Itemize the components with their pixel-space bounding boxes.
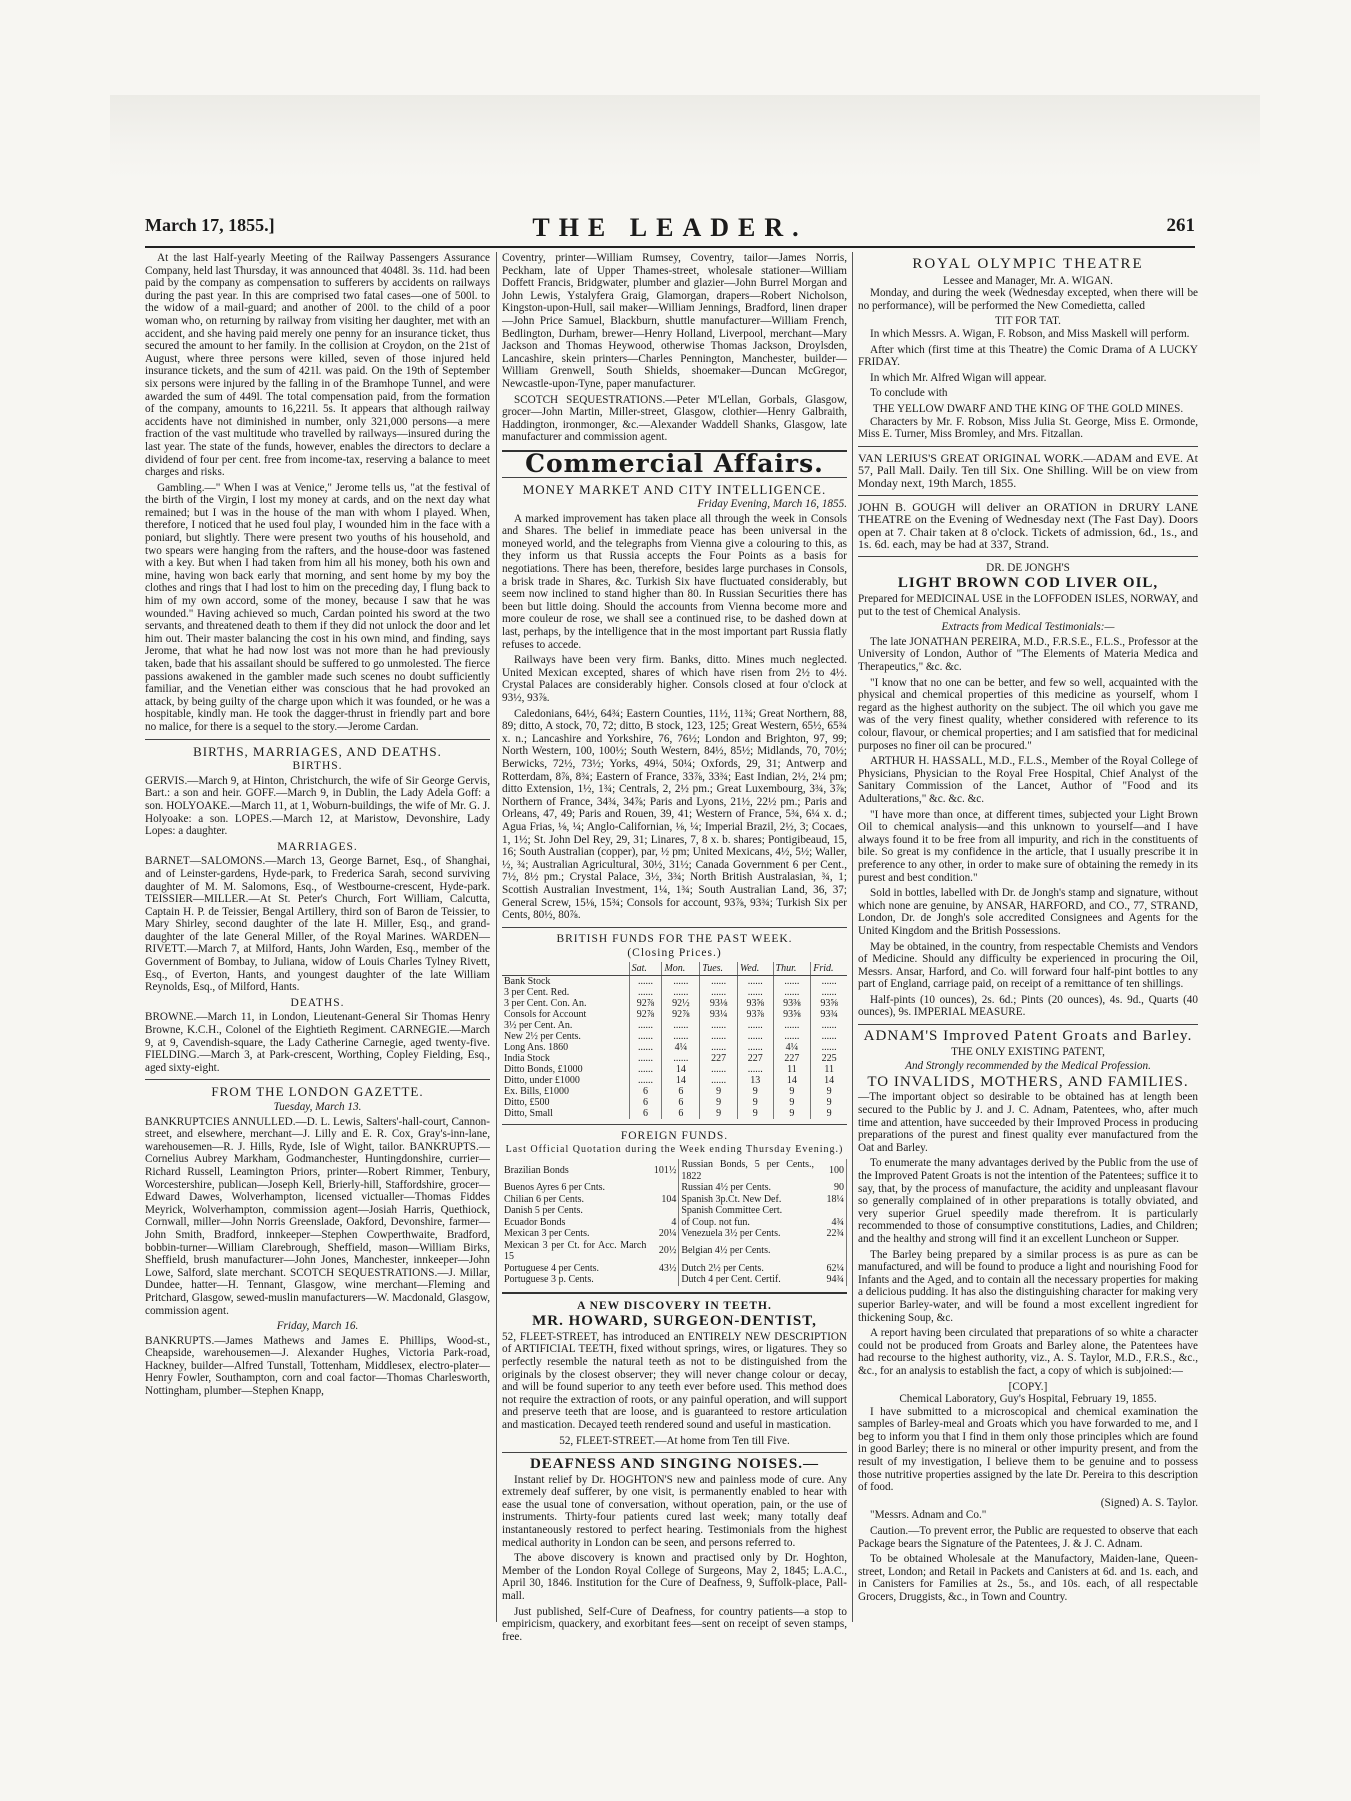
table-cell: 4¾	[816, 1217, 847, 1229]
dentist-name: MR. HOWARD, SURGEON-DENTIST,	[532, 1313, 817, 1330]
british-funds-subheading: (Closing Prices.)	[627, 947, 722, 960]
divider	[502, 927, 847, 928]
table-cell: 9	[773, 1108, 811, 1119]
table-cell: 100	[816, 1159, 847, 1182]
divider	[502, 1124, 847, 1125]
table-cell: Ditto Bonds, £1000	[504, 1063, 583, 1075]
money-market-paragraph: Railways have been very firm. Banks, ditto. Mines much neglected. United Mexican excepted, shares of which have risen from 2½ to 4½. Crystal Palaces are considerably higher. Consols closed at four o'clock at 93½, 93⅞.	[502, 654, 847, 704]
table-cell: ......	[629, 1020, 662, 1031]
table-cell: ......	[662, 1031, 700, 1042]
marriages-heading: MARRIAGES.	[277, 840, 358, 853]
table-cell: 92½	[662, 998, 700, 1009]
adnam-obtained: To be obtained Wholesale at the Manufactory, Maiden-lane, Queen-street, London; and Retail in Packets and Canisters at 6d. and 1s. each, and in Canisters for Families at 2s., 5s., and 10s. each, of all respectable Grocers, Druggists, &c., in Town and Country.	[858, 1553, 1198, 1603]
divider	[502, 1292, 847, 1294]
table-cell: 93¾	[811, 1009, 847, 1020]
table-cell: ......	[811, 987, 847, 998]
divider	[858, 556, 1198, 557]
jongh-quote: "I have more than once, at different times, subjected your Light Brown Oil to chemical analysis—and this unknown to yourself—and I have always found it to be free from all impurity, and rich in the constituents of bile. So great is my confidence in the article, that I usually prescribe it in preference to any other, in order to make sure of obtaining the remedy in its purest and best condition."	[858, 808, 1198, 884]
table-row	[502, 1086, 847, 1097]
olympic-text: To conclude with	[870, 387, 948, 400]
table-cell: 14	[811, 1075, 847, 1086]
table-cell: 4¼	[662, 1042, 700, 1053]
scan-shadow	[110, 95, 1260, 180]
table-cell: 9	[737, 1086, 773, 1097]
olympic-play: TIT FOR TAT.	[995, 315, 1061, 328]
olympic-play: THE YELLOW DWARF AND THE KING OF THE GOLD MINES.	[872, 402, 1184, 415]
olympic-text: Monday, and during the week (Wednesday excepted, when there will be no performance), will be performed the New Comedietta, called	[858, 287, 1198, 312]
adnam-copy: [COPY.]	[1008, 1380, 1048, 1393]
table-cell: ......	[629, 1053, 662, 1064]
column-divider	[496, 252, 497, 1622]
divider	[858, 446, 1198, 447]
jongh-sold: Sold in bottles, labelled with Dr. de Jongh's stamp and signature, without which none are genuine, by ANSAR, HARFORD, and CO., 77, STRAND, London, Dr. de Jongh's sole accredited Consignees and Agents for the United Kingdom and the British Possessions.	[858, 887, 1198, 937]
table-cell: ......	[811, 1042, 847, 1053]
table-cell: ......	[811, 1020, 847, 1031]
table-header: Wed.	[737, 962, 773, 976]
table-cell: ......	[737, 1020, 773, 1031]
table-row	[502, 987, 847, 998]
table-cell: 9	[773, 1097, 811, 1108]
gambling-paragraph: Gambling.—" When I was at Venice," Jerome tells us, "at the festival of the birth of the Virgin, I lost my money at cards, and on the next day what remained; but I was in the house of the man with whom I played. When, therefore, I noticed that he used foul play, I wounded him in the face with a poniard, but slightly. There were present two youths of his household, and two spears were hanging from the rafters, and the house-door was fastened with a key. But when I had taken from him all his money, both his own and mine, having won back early that morning, and sent home by my boy the clothes and rings that I had lost to him on the preceding day, I flung back to him of my own accord, some of the money, because I saw that he was wounded." Having achieved so much, Cardan pointed his sword at the two servants, and threatened death to them if they did not unlock the door and let him out. Their master balancing the cost in his own mind, and finding, says Jerome, that what he had now lost was not more than he had previously taken, bade that his assailant should be suffered to go unmolested. The fierce passions awakened in the gambler made such scenes no doubt sufficiently familiar, and the Venetian either was conscious that he had provoked an attack, by being guilty of the charge upon which it was founded, or he was a hospitable, kindly man. He took the dagger-thrust in friendly part and bore no malice, for there is a sequel to the story.—Jerome Cardan.	[145, 481, 490, 733]
table-header: Sat.	[629, 962, 662, 976]
bankrupts-continued: Coventry, printer—William Rumsey, Coventry, tailor—James Norris, Peckham, late of Upper Thames-street, wholesale stationer—William Doffett Francis, Bridgwater, plumber and glazier—John Burrel Morgan and John Lewis, Ystalyfera Graig, Glamorgan, drapers—Robert Nicholson, Kingston-upon-Hull, sail maker—William Jennings, Bradford, linen draper—John Price Samuel, Blackburn, shuttle manufacturer—William French, Bedlington, Durham, brewer—Henry Holland, Liverpool, merchant—Mary Jackson and Thomas Heywood, otherwise Thomas Jackson, Droylsden, Lancashire, skein printers—Charles Pennington, Manchester, builder—William Grenwell, South Shields, shoemaker—Duncan McGregor, Newcastle-upon-Tyne, paper manufacturer.	[502, 252, 847, 390]
gazette-heading: FROM THE LONDON GAZETTE.	[211, 1084, 424, 1100]
adnam-laboratory: Chemical Laboratory, Guy's Hospital, February 19, 1855.	[899, 1393, 1157, 1406]
jongh-extracts: Extracts from Medical Testimonials:—	[941, 621, 1115, 634]
jongh-prices: Half-pints (10 ounces), 2s. 6d.; Pints (20 ounces), 4s. 9d., Quarts (40 ounces), 9s. IMPERIAL MEASURE.	[858, 993, 1198, 1019]
adnam-addressee: "Messrs. Adnam and Co."	[870, 1509, 987, 1522]
table-row	[502, 1194, 847, 1206]
table-cell: ......	[737, 1064, 773, 1075]
table-cell: Buenos Ayres 6 per Cnts.	[504, 1182, 606, 1194]
table-row	[502, 1274, 847, 1286]
table-cell: ......	[662, 1020, 700, 1031]
table-cell: of Coup. not fun.	[681, 1216, 750, 1228]
table-cell: 9	[811, 1097, 847, 1108]
table-header: Thur.	[773, 962, 811, 976]
table-cell: 3 per Cent. Con. An.	[504, 997, 587, 1009]
table-cell: 93⅛	[700, 998, 738, 1009]
table-cell: New 2½ per Cents.	[504, 1030, 581, 1042]
jongh-pereira: The late JONATHAN PEREIRA, M.D., F.R.S.E., F.L.S., Professor at the University of London, Author of "The Elements of Materia Medica and Therapeutics," &c. &c.	[858, 635, 1198, 674]
table-cell: 93⅞	[737, 1009, 773, 1020]
table-cell: Long Ans. 1860	[504, 1041, 569, 1053]
table-cell: 92⅞	[629, 1009, 662, 1020]
jongh-quote: "I know that no one can be better, and few so well, acquainted with the physical and chemical properties of this medicine as yourself, whom I regard as the highest authority on the subject. The oil which you gave me was of the very finest quality, whether considered with reference to its colour, flavour, or chemical properties; and I am satisfied that for medicinal purposes no finer oil can be procured."	[858, 676, 1198, 752]
table-cell: ......	[700, 987, 738, 998]
money-market-heading: MONEY MARKET AND CITY INTELLIGENCE.	[522, 481, 827, 497]
van-lerius-advert: VAN LERIUS'S GREAT ORIGINAL WORK.—ADAM and EVE. At 57, Pall Mall. Daily. Ten till Six. One Shilling. Will be on view from Monday next, 19th March, 1855.	[858, 450, 1198, 490]
table-cell: ......	[737, 975, 773, 987]
table-cell: ......	[773, 987, 811, 998]
table-cell: ......	[773, 1031, 811, 1042]
deafness-advert: The above discovery is known and practised only by Dr. Hoghton, Member of the London Royal College of Surgeons, May 2, 1845; L.A.C., April 30, 1846. Institution for the Cure of Deafness, 9, Suffolk-place, Pall-mall.	[502, 1552, 847, 1603]
table-cell: 6	[662, 1097, 700, 1108]
table-row	[502, 998, 847, 1009]
commercial-affairs-heading: Commercial Affairs.	[525, 448, 824, 478]
gazette-date: Tuesday, March 13.	[273, 1101, 362, 1113]
table-cell: 14	[662, 1064, 700, 1075]
table-row	[502, 975, 847, 987]
table-cell: 225	[811, 1053, 847, 1064]
deafness-advert: Instant relief by Dr. HOGHTON'S new and painless mode of cure. Any extremely deaf sufferer, by one visit, is permanently enabled to hear with ease the usual tone of conversation, without operation, pain, or the use of instruments. Thirty-four patients cured last week; many totally deaf instantaneously restored to perfect hearing. Testimonials from the highest medical authority in London can be seen, and persons referred to.	[502, 1473, 847, 1549]
adnam-caution: Caution.—To prevent error, the Public are requested to observe that each Package bears the Signature of the Patentees, J. & J. C. Adnam.	[858, 1525, 1198, 1550]
table-cell: ......	[737, 1042, 773, 1053]
column-3	[858, 252, 1198, 1607]
marriages-list: BARNET—SALOMONS.—March 13, George Barnet, Esq., of Shanghai, and of Leinster-gardens, Hyde-park, to Frederica Sarah, second surviving daughter of M. M. Salomons, Esq., of Westbourne-crescent, Hyde-park. TEISSIER—MILLER.—At St. Peter's Church, Fort William, Calcutta, Captain H. P. de Teissier, Bengal Artillery, third son of Baron de Teissier, to Mary Shirley, second daughter of the late H. Miller, Esq., and grand-daughter of the late General Miller, of the Royal Marines. WARDEN—RIVETT.—March 7, at Milford, Hants, John Warden, Esq., member of the Government of Bombay, to Juliana, widow of Louis Charles Tylney Rivett, Esq., of Everton, Hants, and youngest daughter of the late William Reynolds, Esq., of Milford, Hants.	[145, 855, 490, 994]
gazette-text: BANKRUPTCIES ANNULLED.—D. L. Lewis, Salters'-hall-court, Cannon-street, and elsewhere, merchant—J. Lilly and E. R. Cox, Gray's-inn-lane, warehousemen—R. J. Hills, Ryde, Isle of Wight, tailor. BANKRUPTS.—Cornelius Aubrey Markham, Godmanchester, Huntingdonshire, currier—Richard Russell, Leamington Priors, printer—Robert Rimmer, Tenbury, Worcestershire, publican—Joseph Kell, Brierly-hill, Staffordshire, grocer—Edward Dawes, Wolverhampton, licensed victualler—Thomas Fiddes Meyrick, Wolverhampton, commission agent—Josiah Harris, Quethiock, Cornwall, miller—John Norris Greenslade, Oakford, Devonshire, farmer—John Smith, Bradford, innkeeper—Stephen Cowperthwaite, Bradford, bobbin-turner—William Clarebrough, Sheffield, mason—William Birks, Sheffield, brush manufacturer—John Jones, Manchester, innkeeper—John Lowe, Salford, slate merchant. SCOTCH SEQUESTRATIONS.—J. Millar, Dundee, hatter—H. Tennant, Glasgow, wine merchant—Fleming and Pritchard, Glasgow, sewed-muslin manufacturers—W. Macdonald, Glasgow, commission agent.	[145, 1115, 490, 1317]
table-cell: ......	[700, 1075, 738, 1086]
table-row	[502, 1205, 847, 1217]
column-2	[502, 252, 847, 1646]
table-cell: 92⅞	[629, 998, 662, 1009]
table-cell: 3½ per Cent. An.	[504, 1019, 573, 1031]
money-market-prices: Caledonians, 64½, 64¾; Eastern Counties, 11½, 11¾; Great Northern, 88, 89; ditto, A stock, 70, 72; ditto, B stock, 123, 125; Great Western, 65½, 65¾ x. n.; Lancashire and Yorkshire, 76, 76½; London and Brighton, 97, 99; North Western, 100, 100½; South Western, 84½, 85½; Midlands, 70, 70½; Berwicks, 72½, 73½; Yorks, 49¼, 50¼; Oxfords, 29, 31; Antwerp and Rotterdam, 8⅞, 8¾; Eastern of France, 33⅞, 33¾; East Indian, 2½, 2¼ pm; ditto Extension, 1½, 1¾; Centrals, 2, 2½ pm.; Great Luxembourg, 3¾, 3⅞; Northern of France, 34¾, 34⅞; Paris and Lyons, 21½, 22½ pm.; Paris and Orleans, 47, 49; Paris and Rouen, 39, 41; Western of France, 5¾, 6¼ x. d.; Agua Frias, ⅛, ¼; Anglo-Californian, ⅛, ¼; Imperial Brazil, 2½, 3; Cocaes, 1, 1½; St. John Del Rey, 29, 31; Linares, 7, 8 x. b. shares; Pontigibeaud, 15, 16; South Australian (copper), par, ½ pm; United Mexicans, 4½, 5½; Waller, ½, ¾; Australian Agricultural, 30½, 31½; Canada Government 6 per Cent., 7½, 8½ pm.; Crystal Palace, 3½, 3¾; North British Australasian, ¾, 1; Scottish Australian Investment, 1¼, 1¾; South Australian Land, 36, 37; General Screw, 15⅛, 15¾; Consols for account, 93⅞, 93¾; Turkish Six per Cents, 80½, 80⅞.	[502, 707, 847, 922]
table-cell: ......	[700, 1042, 738, 1053]
table-cell: Venezuela 3½ per Cents.	[681, 1228, 781, 1240]
table-cell: Spanish 3p.Ct. New Def.	[681, 1193, 782, 1205]
table-header: Mon.	[662, 962, 700, 976]
jongh-name: DR. DE JONGH'S	[986, 561, 1070, 574]
table-cell: 227	[773, 1053, 811, 1064]
table-cell: 14	[662, 1075, 700, 1086]
adnam-recommendation: And Strongly recommended by the Medical Profession.	[905, 1060, 1151, 1073]
british-funds-heading: BRITISH FUNDS FOR THE PAST WEEK.	[556, 932, 793, 945]
money-market-date: Friday Evening, March 16, 1855.	[697, 498, 847, 511]
table-cell: Belgian 4½ per Cents.	[681, 1245, 771, 1257]
table-cell	[648, 1205, 679, 1217]
table-cell	[816, 1240, 847, 1263]
header-rule	[145, 246, 1195, 248]
table-cell: ......	[773, 1020, 811, 1031]
adnam-heading: ADNAM'S Improved Patent Groats and Barley.	[863, 1028, 1193, 1045]
adnam-letter: I have submitted to a microscopical and chemical examination the samples of Barley-meal and Groats which you have forwarded to me, and I beg to inform you that I find in them only those principles which are found in good Barley; there is no mineral or other impurity present, and from the result of my investigation, I believe them to be genuine and to possess those nutritive properties assigned by the late Dr. Pereira to this description of food.	[858, 1405, 1198, 1494]
table-cell: 11	[811, 1064, 847, 1075]
column-1	[145, 252, 490, 1401]
teeth-address: 52, FLEET-STREET.—At home from Ten till Five.	[559, 1434, 790, 1447]
table-cell: ......	[811, 975, 847, 987]
table-cell: 14	[773, 1075, 811, 1086]
table-header: Tues.	[700, 962, 738, 976]
gazette-date: Friday, March 16.	[276, 1320, 359, 1333]
divider	[145, 1079, 490, 1080]
table-cell: 93¼	[700, 1009, 738, 1020]
table-cell: 20¼	[648, 1228, 679, 1240]
table-cell: ......	[662, 1053, 700, 1064]
table-cell: Spanish Committee Cert.	[681, 1205, 783, 1217]
divider	[858, 495, 1198, 496]
money-market-paragraph: A marked improvement has taken place all through the week in Consols and Shares. The belief in immediate peace has been universal in the moneyed world, and the telegraphs from Vienna give a colouring to this, as they inform us that Russia accepts the Four Points as a basis for negotiations. There has been, therefore, besides large purchases in Consols, a brisk trade in Shares, &c. Turkish Six have fluctuated considerably, but seem now inclined to stand higher than 80. In Russian Securities there has been but little doing. Should the accounts from Vienna become more and more couleur de rose, we shall see a continued rise, to be dashed down at last, perhaps, by the intelligence that in the most important part Russia flatly refuses to accede.	[502, 512, 847, 651]
table-cell: Ecuador Bonds	[504, 1216, 566, 1228]
table-cell: 9	[700, 1086, 738, 1097]
table-cell: Russian Bonds, 5 per Cents., 1822	[681, 1159, 814, 1182]
foreign-funds-subheading: Last Official Quotation during the Week ending Thursday Evening.)	[505, 1144, 844, 1156]
adnam-text: The Barley being prepared by a similar process is as pure as can be manufactured, and will be found to produce a light and nourishing Food for Infants and the Aged, and to contain all the necessary properties for making a delicious pudding. It has also the distinguishing character for making very superior Barley-water, and will be found a most excellent ingredient for thickening Soup, &c.	[858, 1248, 1198, 1324]
issue-date: March 17, 1855.]	[145, 215, 275, 235]
foreign-funds-table	[502, 1159, 847, 1286]
adnam-text: —The important object so desirable to be obtained has at length been secured to the Public by J. and J. C. Adnam, Patentees, who, after much time and attention, have succeeded by their Improved Process in producing preparations of the purest and finest quality ever manufactured from the Oat and Barley.	[858, 1091, 1198, 1154]
british-funds-table	[502, 962, 847, 1119]
births-heading: BIRTHS.	[292, 760, 343, 773]
table-cell: 13	[737, 1075, 773, 1086]
table-cell: ......	[737, 987, 773, 998]
table-cell: 6	[662, 1086, 700, 1097]
table-cell: ......	[700, 975, 738, 987]
divider	[858, 1024, 1198, 1025]
deafness-advert: Just published, Self-Cure of Deafness, for country patients—a stop to empiricism, quackery, and exorbitant fees—sent on receipt of seven stamps, free.	[502, 1605, 847, 1643]
table-cell: 227	[700, 1053, 738, 1064]
divider	[502, 1452, 847, 1453]
table-cell: ......	[811, 1031, 847, 1042]
deaths-heading: DEATHS.	[290, 996, 345, 1009]
table-row	[502, 1042, 847, 1053]
table-cell: 6	[629, 1097, 662, 1108]
table-cell: Brazilian Bonds	[504, 1164, 569, 1176]
table-cell: 6	[629, 1108, 662, 1119]
table-cell: 227	[737, 1053, 773, 1064]
jongh-hassall: ARTHUR H. HASSALL, M.D., F.L.S., Member of the Royal College of Physicians, Physician to the Royal Free Hospital, Chief Analyst of the Sanitary Commission of the Lancet, Author of "Food and its Adulterations," &c. &c. &c.	[858, 755, 1198, 805]
teeth-advert: 52, FLEET-STREET, has introduced an ENTIRELY NEW DESCRIPTION of ARTIFICIAL TEETH, fixed without springs, wires, or ligatures. They so perfectly resemble the natural teeth as not to be distinguished from the originals by the closest observer; they will never change colour or decay, and will be found superior to any teeth ever before used. This method does not require the extraction of roots, or any painful operation, and will support and preserve teeth that are loose, and is guaranteed to restore articulation and mastication. Decayed teeth rendered sound and useful in mastication.	[502, 1330, 847, 1431]
table-cell: 43½	[648, 1263, 679, 1275]
table-cell: Consols for Account	[504, 1008, 587, 1020]
table-row	[502, 1097, 847, 1108]
table-row	[502, 1020, 847, 1031]
table-cell: 62¼	[816, 1263, 847, 1275]
table-row	[502, 1053, 847, 1064]
divider	[145, 739, 490, 740]
table-cell: ......	[629, 987, 662, 998]
table-cell: ......	[773, 975, 811, 987]
table-row	[502, 1159, 847, 1182]
table-row	[502, 1228, 847, 1240]
table-cell: ......	[629, 975, 662, 987]
table-row	[502, 1009, 847, 1020]
table-cell: 11	[773, 1064, 811, 1075]
table-cell: 101½	[648, 1159, 679, 1182]
table-cell: Chilian 6 per Cents.	[504, 1193, 584, 1205]
table-cell: 22¾	[816, 1228, 847, 1240]
table-cell: ......	[629, 1075, 662, 1086]
table-cell: ......	[629, 1042, 662, 1053]
table-cell: Dutch 2½ per Cents.	[681, 1262, 764, 1274]
olympic-text: In which Mr. Alfred Wigan will appear.	[870, 371, 1047, 384]
table-cell: India Stock	[504, 1052, 550, 1064]
table-cell: 9	[737, 1097, 773, 1108]
table-cell: 20½	[648, 1240, 679, 1263]
table-cell: ......	[662, 975, 700, 987]
page-header	[145, 215, 1195, 243]
table-cell: ......	[700, 1064, 738, 1075]
olympic-text: After which (first time at this Theatre) the Comic Drama of A LUCKY FRIDAY.	[858, 343, 1198, 369]
deaths-list: BROWNE.—March 11, in London, Lieutenant-General Sir Thomas Henry Browne, K.C.H., Colonel of the Eightieth Regiment. CARNEGIE.—March 9, at 9, Cavendish-square, the Lady Catherine Carnegie, aged twenty-five. FIELDING.—March 3, at Park-crescent, Worthing, Copley Fielding, Esq., aged sixty-eight.	[145, 1011, 490, 1074]
table-cell: Danish 5 per Cents.	[504, 1205, 583, 1217]
adnam-text: A report having been circulated that preparations of so white a character could not be produced from Groats and Barley alone, the Patentees have had recourse to the highest authority, viz., A. S. Taylor, M.D., F.R.S., &c., &c., for an analysis to establish the fact, a copy of which is subjoined:—	[858, 1327, 1198, 1377]
teeth-heading: A NEW DISCOVERY IN TEETH.	[577, 1299, 772, 1312]
table-cell: 9	[811, 1108, 847, 1119]
olympic-theatre-heading: ROYAL OLYMPIC THEATRE	[912, 256, 1144, 272]
table-cell: ......	[629, 1031, 662, 1042]
table-cell: 90	[816, 1182, 847, 1194]
olympic-text: In which Messrs. A. Wigan, F. Robson, and Miss Maskell will perform.	[870, 327, 1190, 340]
olympic-text: Characters by Mr. F. Robson, Miss Julia St. George, Miss E. Ormonde, Miss E. Turner, Miss Bromley, and Mrs. Fitzallan.	[858, 415, 1198, 441]
gough-advert: JOHN B. GOUGH will deliver an ORATION in DRURY LANE THEATRE on the Evening of Wednesday next (The Fast Day). Doors open at 7. Chair taken at 8 o'clock. Tickets of admission, 6d., 1s., and 1s. 6d. each, may be had at 337, Strand.	[858, 499, 1198, 552]
table-cell: Portuguese 3 p. Cents.	[504, 1274, 594, 1286]
table-cell: 3 per Cent. Red.	[504, 986, 570, 998]
table-cell: 4¼	[773, 1042, 811, 1053]
table-row	[502, 1064, 847, 1075]
table-row	[502, 1075, 847, 1086]
table-cell: Mexican 3 per Ct. for Acc. March 15	[504, 1239, 647, 1263]
jongh-text: Prepared for MEDICINAL USE in the LOFFODEN ISLES, NORWAY, and put to the test of Chemical Analysis.	[858, 593, 1198, 618]
table-cell: 9	[737, 1108, 773, 1119]
births-list: GERVIS.—March 9, at Hinton, Christchurch, the wife of Sir George Gervis, Bart.: a son and heir. GOFF.—March 9, in Dublin, the Lady Adela Goff: a son. HOLYOAKE.—March 11, at 1, Woburn-buildings, the wife of Mr. G. J. Holyoake: a son. LOPES.—March 12, at Maristow, Devonshire, Lady Lopes: a daughter.	[145, 774, 490, 838]
table-row	[502, 1217, 847, 1229]
railway-paragraph: At the last Half-yearly Meeting of the Railway Passengers Assurance Company, held last Thursday, it was announced that 4048l. 3s. 11d. had been paid by the company as compensation to sufferers by accidents on railways during the past year. In this are comprised two fatal cases—one of 500l. to the widow of a mail-guard; and another of 200l. to the child of a poor woman who, on returning by railway from visiting her daughter, met with an accident, and she having paid merely one penny for an insurance ticket, thus secured the amount to her family. In the collision at Croydon, on the 21st of August, where three persons were killed, seven of those injured held insurance tickets, and the sum of 421l. was paid. On the 19th of September six persons were injured by the falling in of the Bramhope Tunnel, and were awarded the sum of 449l. The total compensation paid, from the formation of the company, amounts to 16,221l. 5s. It appears that although railway accidents have not diminished in number, only 321,000 persons—a mere fraction of the vast multitude who travelled by railways—insured during the last year. The state of the funds, however, enables the directors to declare a dividend of four per cent. free from income-tax, reserving a balance to meet charges and risks.	[145, 252, 490, 479]
table-cell: 4	[648, 1217, 679, 1229]
page-number: 261	[1166, 215, 1195, 236]
table-cell: Ditto, under £1000	[504, 1074, 580, 1086]
table-cell: Portuguese 4 per Cents.	[504, 1262, 599, 1274]
table-cell: Russian 4½ per Cents.	[681, 1182, 772, 1194]
table-cell: 92⅞	[662, 1009, 700, 1020]
masthead-title: THE LEADER.	[532, 213, 808, 242]
jongh-availability: May be obtained, in the country, from respectable Chemists and Vendors of Medicine. Should any difficulty be experienced in procuring the Oil, Messrs. Ansar, Harford, and Co. will forward four half-pint bottles to any part of England, carriage paid, on receipt of a remittance of ten shillings.	[858, 940, 1198, 991]
table-cell: Ditto, Small	[504, 1107, 553, 1119]
adnam-patent: THE ONLY EXISTING PATENT,	[951, 1045, 1105, 1058]
column-divider	[852, 252, 853, 1622]
table-row	[502, 1263, 847, 1275]
table-cell: ......	[700, 1031, 738, 1042]
table-cell: 94¾	[816, 1274, 847, 1286]
deafness-heading: DEAFNESS AND SINGING NOISES.—	[529, 1456, 820, 1473]
table-cell: 9	[700, 1097, 738, 1108]
cod-liver-oil-heading: LIGHT BROWN COD LIVER OIL,	[897, 575, 1159, 592]
table-row	[502, 1108, 847, 1119]
table-row	[502, 1240, 847, 1263]
table-cell: Dutch 4 per Cent. Certif.	[681, 1274, 781, 1286]
olympic-lessee: Lessee and Manager, Mr. A. WIGAN.	[943, 274, 1113, 287]
adnam-text: To enumerate the many advantages derived by the Public from the use of the Improved Patent Groats is not the intention of the Patentees; suffice it to say, that, by the process of manufacture, the acidity and unpleasant flavour so generally complained of in other preparations is totally obviated, and very superior Gruel speedily made therefrom. It is particularly recommended to those of consumptive constitutions, Ladies, and Children; and the healthy and strong will find it an excellent Luncheon or Supper.	[858, 1157, 1199, 1245]
table-cell: ......	[629, 1064, 662, 1075]
table-cell: 6	[662, 1108, 700, 1119]
adnam-invalids-heading: TO INVALIDS, MOTHERS, AND FAMILIES.	[867, 1073, 1189, 1090]
table-row	[502, 1182, 847, 1194]
gazette-text: BANKRUPTS.—James Mathews and James E. Phillips, Wood-st., Cheapside, warehousemen—J. Alexander Hughes, Victoria Park-road, Hackney, builder—Alfred Tunstall, Tottenham, Middlesex, electro-plater—Henry Fowler, Southampton, corn and coal factor—Thomas Charlesworth, Nottingham, plumber—Stephen Knapp,	[145, 1334, 490, 1398]
table-cell: 104	[648, 1194, 679, 1206]
scotch-sequestrations: SCOTCH SEQUESTRATIONS.—Peter M'Lellan, Gorbals, Glasgow, grocer—John Martin, Miller-street, Glasgow, clothier—Henry Galbraith, Haddington, ironmonger, &c.—Alexander Waddell Shanks, Glasgow, late manufacturer and commission agent.	[502, 393, 847, 444]
table-cell: Bank Stock	[504, 975, 551, 987]
table-cell: Ex. Bills, £1000	[504, 1085, 570, 1097]
adnam-signature: (Signed) A. S. Taylor.	[1100, 1496, 1198, 1509]
table-cell: 6	[629, 1086, 662, 1097]
table-cell: 93⅜	[773, 998, 811, 1009]
table-cell: 93⅝	[737, 998, 773, 1009]
table-cell	[816, 1205, 847, 1217]
table-cell: 9	[773, 1086, 811, 1097]
table-cell: ......	[662, 987, 700, 998]
table-header	[502, 962, 629, 976]
table-cell: Ditto, £500	[504, 1096, 550, 1108]
table-cell: 9	[700, 1108, 738, 1119]
table-cell: 9	[811, 1086, 847, 1097]
table-cell: 93⅝	[811, 998, 847, 1009]
table-cell: ......	[700, 1020, 738, 1031]
table-cell: ......	[737, 1031, 773, 1042]
table-cell	[648, 1182, 679, 1194]
foreign-funds-heading: FOREIGN FUNDS.	[620, 1129, 729, 1142]
table-cell: 93⅝	[773, 1009, 811, 1020]
table-cell: Mexican 3 per Cents.	[504, 1228, 590, 1240]
table-header: Frid.	[811, 962, 847, 976]
table-cell: 18¼	[816, 1194, 847, 1206]
table-cell	[648, 1274, 679, 1286]
bmd-heading: BIRTHS, MARRIAGES, AND DEATHS.	[193, 743, 442, 759]
table-row	[502, 1031, 847, 1042]
